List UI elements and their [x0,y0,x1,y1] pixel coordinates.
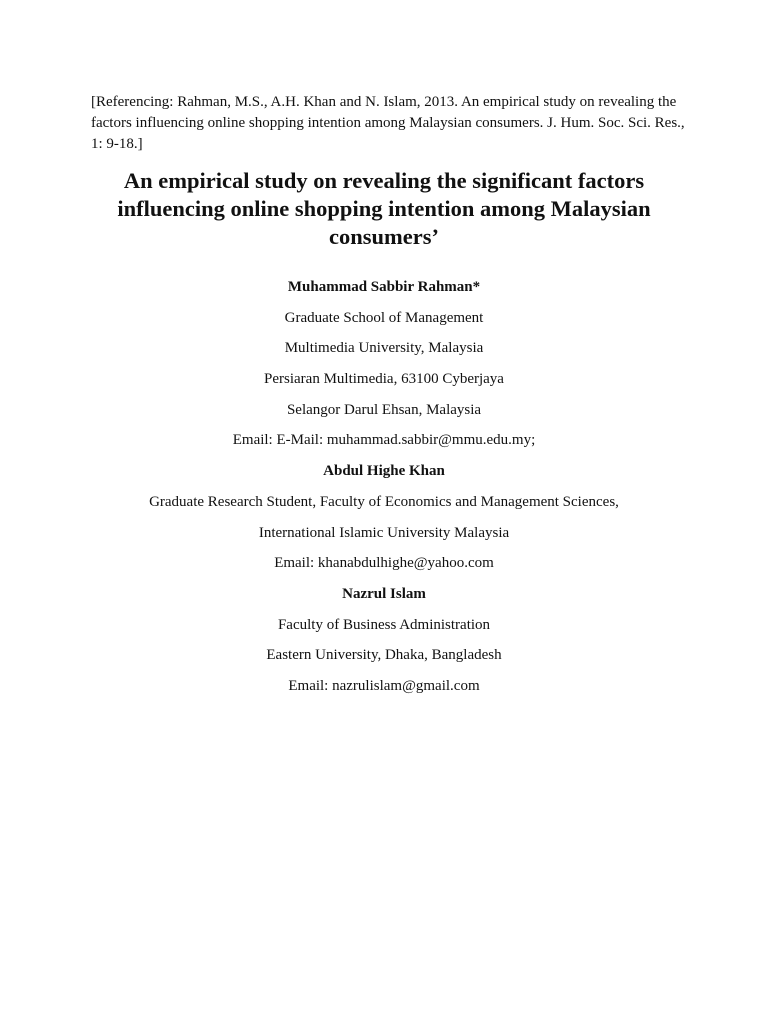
author-affiliation: Selangor Darul Ehsan, Malaysia [286,401,482,418]
title-line-2: influencing online shopping intention among Malaysian [117,196,651,221]
author-affiliation: Faculty of Business Administration [277,616,491,633]
title-line-3: consumers’ [329,224,439,249]
author-affiliation: Graduate School of Management [284,309,484,326]
reference-note: [Referencing: Rahman, M.S., A.H. Khan and N. Islam, 2013. An empirical study on revealing the factors influencing online shopping intention among Malaysian consumers. J. Hum. Soc. Sci. Res., 1: 9-18.] [91,94,685,152]
author-email: Email: nazrulislam@gmail.com [288,677,480,694]
author-email: Email: khanabdulhighe@yahoo.com [274,555,494,572]
title-line-1: An empirical study on revealing the significant factors [123,168,645,193]
author-affiliation: Eastern University, Dhaka, Bangladesh [266,647,502,664]
author-affiliation: Persiaran Multimedia, 63100 Cyberjaya [264,371,504,388]
author-block [84,277,684,707]
author-name: Abdul Highe Khan [323,463,445,480]
author-name: Nazrul Islam [342,585,426,602]
paper-title [84,167,684,251]
author-email: Email: E-Mail: muhammad.sabbir@mmu.edu.my; [232,432,536,449]
author-affiliation: International Islamic University Malaysia [258,524,510,541]
author-affiliation: Multimedia University, Malaysia [284,340,484,357]
author-affiliation: Graduate Research Student, Faculty of Economics and Management Sciences, [149,493,619,510]
author-name: Muhammad Sabbir Rahman* [287,279,481,295]
